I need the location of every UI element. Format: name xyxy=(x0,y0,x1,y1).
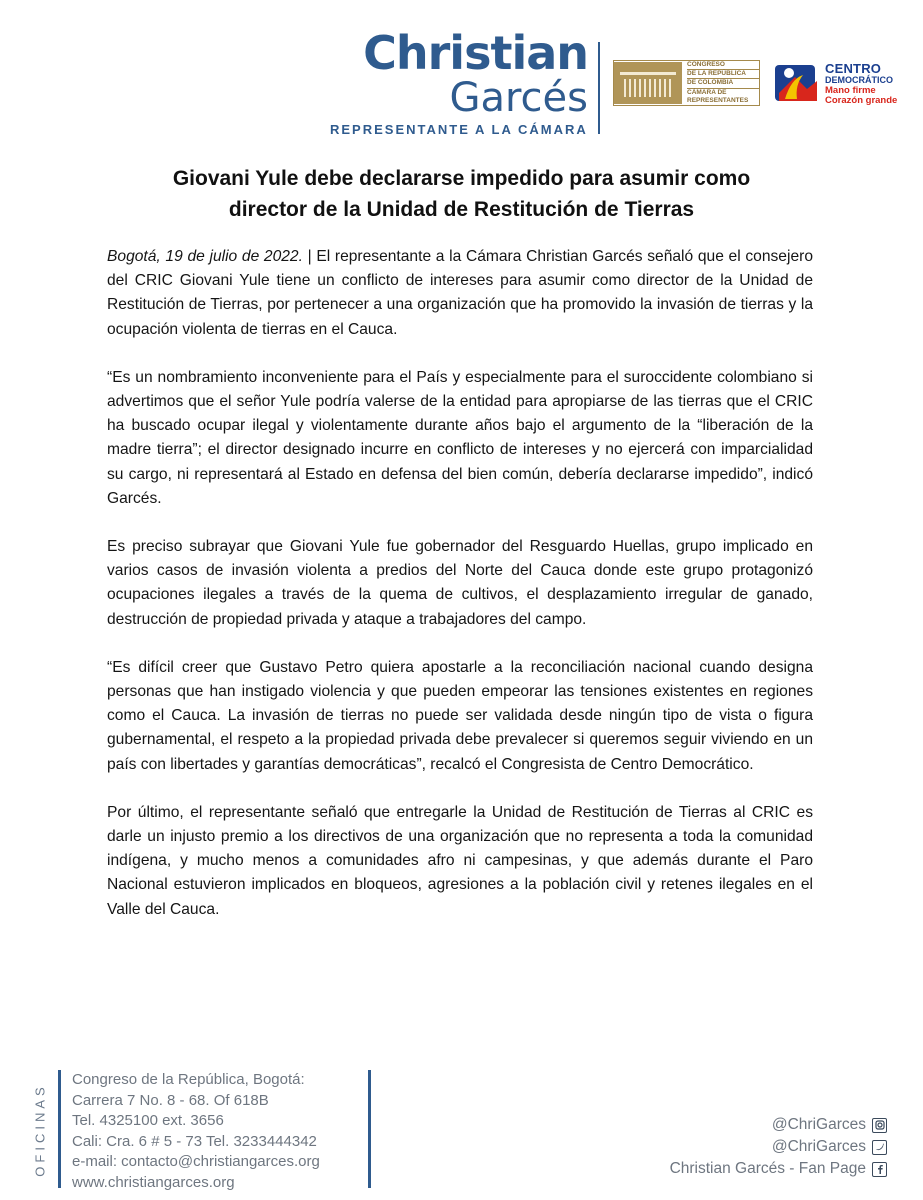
capitol-building-icon xyxy=(614,62,682,104)
title-line-2: director de la Unidad de Restitución de Tierras xyxy=(228,198,695,221)
party-title: CENTRO xyxy=(825,61,882,76)
oficinas-label xyxy=(30,1076,50,1184)
press-release-body xyxy=(107,245,813,946)
congreso-line: DE COLOMBIA xyxy=(687,79,759,88)
paragraph-4: “Es difícil creer que Gustavo Petro quiera apostarle a la reconciliación nacional cuando designa personas que han instigado violencia y que pueden empeorar las tensiones existentes en regiones como el Cauca. La invasión de tierras no puede ser validada desde ningún tipo de vista o figura gubernamental, el respeto a la propiedad privada debe prevalecer si queremos seguir viviendo en un país con libertades y garantías democráticas”, recalcó el Congresista de Centro Democrático. xyxy=(107,658,813,773)
paragraph-2: “Es un nombramiento inconveniente para el País y especialmente para el suroccidente colombiano si advertimos que el señor Yule podría valerse de la entidad para apropiarse de las tierras que el CRIC ha buscado ocupar ilegal y violentamente durante años bajo el argumento de la “liberación de la madre tierra”; el director designado incurre en conflicto de intereses y no ejercerá con imparcialidad su cargo, ni representará al Estado en defensa del bien común, debería declararse impedido”, indicó Garcés. xyxy=(107,368,813,507)
congreso-line: DE LA REPÚBLICA xyxy=(687,70,759,79)
party-title-2: DEMOCRÁTICO xyxy=(825,75,893,85)
facebook-page: Christian Garcés - Fan Page xyxy=(669,1160,866,1177)
address-line: Congreso de la República, Bogotá: xyxy=(72,1071,305,1088)
paragraph-3: Es preciso subrayar que Giovani Yule fue gobernador del Resguardo Huellas, grupo implicado en varios casos de invasión violenta a predios del Norte del Cauca donde este grupo protagonizó ocupaciones ilegales a través de la quema de cultivos, el desplazamiento irregular de ganado, destrucción de propiedad privada y ataque a trabajadores del campo. xyxy=(107,538,813,628)
twitter-icon xyxy=(872,1140,887,1155)
social-instagram[interactable] xyxy=(670,1114,887,1136)
party-tagline-1: Mano firme xyxy=(825,85,876,96)
twitter-handle: @ChriGarces xyxy=(771,1138,866,1155)
centro-democratico-logo xyxy=(773,55,911,111)
congreso-logo xyxy=(613,60,760,106)
social-links xyxy=(670,1114,887,1180)
social-facebook[interactable] xyxy=(670,1158,887,1180)
centro-democratico-icon xyxy=(773,59,821,107)
footer-divider-left xyxy=(58,1070,61,1188)
paragraph-1-text: | El representante a la Cámara Christian Garcés señaló que el consejero del CRIC Giovani Yule tiene un conflicto de intereses para asumir como director de la Unidad de Restitución de Tierras, por pertenecer a una organización que ha promovido la invasión de tierras y la ocupación violenta de tierras en el Cauca. xyxy=(107,248,813,338)
instagram-handle: @ChriGarces xyxy=(771,1116,866,1133)
social-twitter[interactable] xyxy=(670,1136,887,1158)
paragraph-5: Por último, el representante señaló que entregarle la Unidad de Restitución de Tierras al CRIC es darle un injusto premio a los directivos de una organización que no representa a toda la comunidad indígena, y mucho menos a comunidades afro ni campesinas, y que además durante el Paro Nacional estuvieron implicados en bloqueos, agresiones a la población civil y retenes ilegales en el Valle del Cauca. xyxy=(107,803,813,918)
facebook-icon xyxy=(872,1162,887,1177)
office-address xyxy=(72,1070,320,1193)
press-release-title xyxy=(100,163,823,225)
paragraph-1 xyxy=(107,245,813,342)
address-line: Tel. 4325100 ext. 3656 xyxy=(72,1112,224,1129)
christian-garces-logo xyxy=(326,26,588,121)
logo-divider xyxy=(598,42,600,134)
logo-first-name: Christian xyxy=(363,26,588,80)
address-line: Carrera 7 No. 8 - 68. Of 618B xyxy=(72,1091,269,1109)
website-link[interactable]: www.christiangarces.org xyxy=(72,1173,235,1191)
logo-last-name: Garcés xyxy=(449,75,588,121)
logo-subtitle: REPRESENTANTE A LA CÁMARA xyxy=(330,122,588,137)
congreso-line: CONGRESO xyxy=(687,61,759,70)
oficinas-label-text: OFICINAS xyxy=(32,1083,48,1177)
footer-divider-right xyxy=(368,1070,371,1188)
congreso-line: CÁMARA DE REPRESENTANTES xyxy=(687,88,749,104)
title-line-1: Giovani Yule debe declararse impedido para asumir como xyxy=(172,167,751,190)
party-tagline-2: Corazón grande xyxy=(825,95,898,107)
email-link[interactable]: e-mail: contacto@christiangarces.org xyxy=(72,1153,320,1170)
address-line: Cali: Cra. 6 # 5 - 73 Tel. 3233444342 xyxy=(72,1132,317,1150)
dateline: Bogotá, 19 de julio de 2022. xyxy=(107,248,303,265)
instagram-icon xyxy=(872,1118,887,1133)
